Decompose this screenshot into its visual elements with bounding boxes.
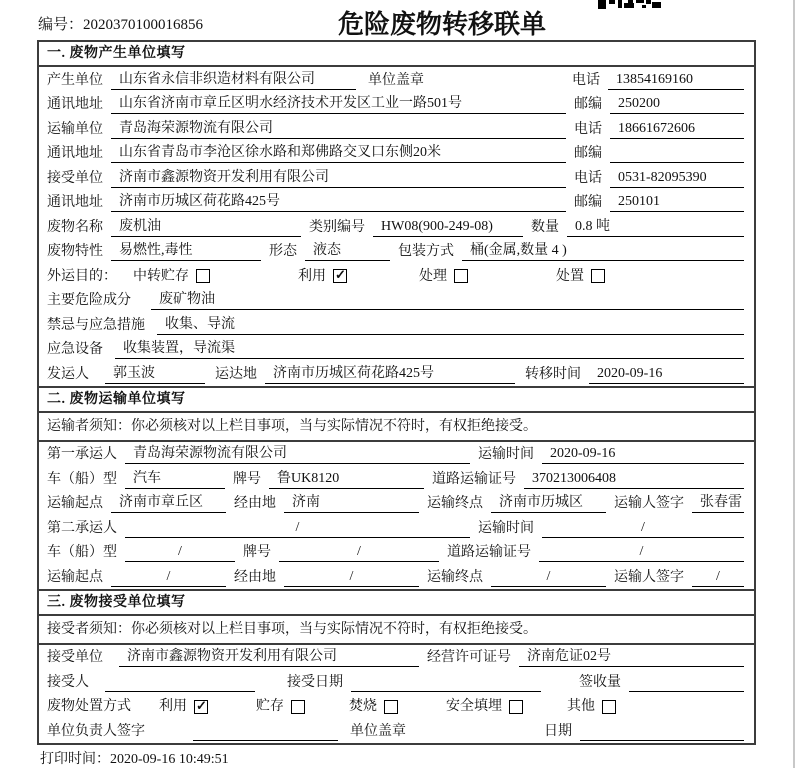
field-label: 废物名称 [47, 219, 103, 235]
spacer [303, 238, 309, 239]
field-value: / [692, 567, 744, 587]
field-value: 2020-09-16 [589, 364, 744, 384]
field-label: 第一承运人 [47, 447, 117, 462]
check-mark-icon: ✓ [335, 267, 346, 282]
section-3 [39, 589, 754, 743]
field-value: 济南 [284, 493, 419, 513]
field-value: 250200 [610, 94, 744, 114]
checkbox-box [454, 269, 468, 283]
field-label: 接受日期 [287, 674, 343, 690]
spacer [441, 563, 447, 564]
field-label: 签收量 [579, 674, 621, 690]
section-notice: 接受者须知：你必须核对以上栏目事项，当与实际情况不符时，有权拒绝接受。 [39, 616, 754, 645]
checkbox [567, 697, 616, 716]
checkbox [446, 697, 523, 716]
form-row [39, 67, 754, 92]
field-label: 电话 [574, 170, 602, 186]
field-value: 青岛海荣源物流有限公司 [125, 444, 470, 464]
field-value: 液态 [305, 241, 390, 261]
checkbox-box [509, 700, 523, 714]
field-label: 经营许可证号 [427, 650, 511, 665]
spacer [208, 717, 256, 718]
checkbox [556, 267, 605, 286]
field-label: 运输单位 [47, 121, 103, 137]
field-label: 数量 [531, 219, 559, 235]
checkbox [159, 697, 208, 716]
field-value [351, 691, 541, 692]
form-row [39, 491, 754, 516]
checkbox-box [602, 700, 616, 714]
checkbox-box [591, 269, 605, 283]
checkbox [419, 267, 468, 286]
field-label: 日期 [544, 723, 572, 739]
field-label: 产生单位 [47, 72, 103, 88]
field-label: 形态 [269, 244, 297, 259]
page-edge-line [793, 0, 795, 768]
field-value [610, 162, 744, 163]
spacer [421, 668, 427, 669]
check-mark-icon: ✓ [196, 697, 207, 713]
spacer [237, 563, 243, 564]
spacer [414, 742, 544, 743]
field-label: 废物处置方式 [47, 699, 131, 714]
spacer [227, 490, 233, 491]
field-value: 18661672606 [610, 119, 744, 139]
spacer [568, 140, 574, 141]
spacer [543, 693, 579, 694]
field-value: 济南市章丘区 [111, 493, 226, 513]
field-label: 电话 [574, 121, 602, 137]
field-label: 接受人 [47, 674, 89, 690]
checkbox [349, 697, 398, 716]
checkbox-label: 安全填埋 [446, 699, 502, 714]
field-value: 济南市鑫源物资开发利用有限公司 [111, 168, 566, 188]
form-row [39, 263, 754, 288]
form-row [39, 540, 754, 565]
form-row [39, 718, 754, 743]
spacer [340, 742, 350, 743]
field-value [580, 740, 744, 741]
serial-label: 编号： [38, 17, 84, 33]
field-label: 通讯地址 [47, 97, 103, 112]
spacer [111, 360, 115, 361]
field-value: 山东省永信非织造材料有限公司 [111, 70, 356, 90]
spacer [263, 262, 269, 263]
field-label: 禁忌与应急措施 [47, 317, 145, 333]
manifest-form [37, 40, 756, 745]
field-value [193, 740, 338, 741]
field-value: 青岛海荣源物流有限公司 [111, 119, 566, 139]
spacer [568, 115, 574, 116]
spacer [472, 465, 478, 466]
form-row [39, 442, 754, 467]
field-label: 通讯地址 [47, 146, 103, 161]
section-title: 一. 废物产生单位填写 [39, 42, 754, 67]
field-value: / [539, 542, 744, 562]
field-value: 废矿物油 [151, 290, 744, 310]
field-label: 接受单位 [47, 170, 103, 186]
spacer [207, 385, 215, 386]
field-value: / [284, 567, 419, 587]
spacer [568, 213, 574, 214]
field-label: 车（船）型 [47, 545, 117, 560]
field-label: 外运目的： [47, 268, 117, 284]
field-value: / [111, 567, 226, 587]
form-row [39, 645, 754, 670]
checkbox [256, 697, 305, 716]
spacer [257, 693, 287, 694]
field-label: 单位盖章 [368, 72, 424, 88]
field-label: 运输起点 [47, 569, 103, 585]
field-label: 运达地 [215, 366, 257, 382]
field-value: 0.8 吨 [567, 217, 744, 237]
field-label: 邮编 [574, 146, 602, 161]
field-label: 主要危险成分 [47, 293, 131, 308]
checkbox-checked-box [333, 269, 347, 283]
field-value: 0531-82095390 [610, 168, 744, 188]
spacer [153, 742, 193, 743]
spacer [228, 514, 234, 515]
field-value: / [125, 518, 470, 538]
field-label: 牌号 [243, 545, 271, 560]
print-time [40, 748, 229, 768]
form-row [39, 564, 754, 589]
field-value: 370213006408 [524, 469, 744, 489]
field-label: 第二承运人 [47, 520, 117, 536]
spacer [468, 287, 556, 288]
form-row [39, 141, 754, 166]
field-value: 济南市鑫源物资开发利用有限公司 [119, 647, 419, 667]
serial-value: 2020370100016856 [83, 17, 204, 33]
checkbox-label: 处置 [556, 268, 584, 284]
field-value: 13854169160 [608, 70, 744, 90]
spacer [517, 385, 525, 386]
field-label: 运输时间 [478, 520, 534, 536]
field-label: 运输时间 [478, 447, 534, 462]
form-row [39, 337, 754, 362]
field-value: 山东省青岛市李沧区徐水路和郑佛路交叉口东侧20米 [111, 143, 566, 163]
form-row [39, 312, 754, 337]
section-notice: 运输者须知：你必须核对以上栏目事项，当与实际情况不符时，有权拒绝接受。 [39, 413, 754, 442]
field-label: 单位负责人签字 [47, 723, 145, 739]
spacer [139, 717, 159, 718]
field-label: 运输终点 [427, 569, 483, 585]
spacer [358, 91, 368, 92]
spacer [347, 287, 419, 288]
field-value: 郭玉波 [105, 364, 205, 384]
field-label: 类别编号 [309, 219, 365, 235]
field-value [105, 691, 255, 692]
field-label: 包装方式 [398, 244, 454, 259]
page-header [0, 0, 796, 40]
field-value: / [491, 567, 606, 587]
qr-code-fragment [598, 0, 664, 10]
spacer [392, 262, 398, 263]
field-value: 汽车 [125, 469, 225, 489]
spacer [210, 287, 298, 288]
section-title: 三. 废物接受单位填写 [39, 591, 754, 616]
spacer [426, 490, 432, 491]
field-label: 单位盖章 [350, 723, 406, 739]
field-label: 道路运输证号 [432, 471, 516, 487]
section-title: 二. 废物运输单位填写 [39, 388, 754, 413]
spacer [421, 514, 427, 515]
field-label: 运输人签字 [614, 496, 684, 511]
field-value: / [279, 542, 439, 562]
checkbox-box [384, 700, 398, 714]
checkbox [133, 267, 210, 286]
checkbox-checked-box [194, 697, 208, 714]
checkbox-box [196, 269, 210, 283]
checkbox-label: 利用 [159, 699, 187, 714]
field-value: 收集、导流 [157, 315, 744, 335]
field-label: 车（船）型 [47, 471, 117, 487]
field-label: 运输终点 [427, 496, 483, 511]
spacer [125, 287, 133, 288]
form-row [39, 190, 754, 215]
field-value: 易燃性,毒性 [111, 241, 261, 261]
spacer [97, 385, 105, 386]
field-value: 桶(金属,数量 4 ) [462, 241, 744, 261]
field-label: 牌号 [233, 471, 261, 487]
field-label: 转移时间 [525, 366, 581, 382]
form-row [39, 669, 754, 694]
field-value: 济南市历城区荷花路425号 [111, 192, 566, 212]
checkbox-box [291, 700, 305, 714]
form-row [39, 116, 754, 141]
form-row [39, 694, 754, 719]
spacer [111, 668, 119, 669]
checkbox [298, 267, 347, 286]
spacer [568, 189, 574, 190]
spacer [153, 336, 157, 337]
checkbox-label: 其他 [567, 699, 595, 714]
field-value [629, 691, 744, 692]
spacer [421, 588, 427, 589]
field-label: 道路运输证号 [447, 545, 531, 560]
field-value: / [125, 542, 235, 562]
field-value: 废机油 [111, 217, 301, 237]
field-value: 济南市历城区荷花路425号 [265, 364, 515, 384]
checkbox-label: 处理 [419, 268, 447, 284]
field-label: 电话 [572, 72, 600, 88]
field-value: 250101 [610, 192, 744, 212]
print-time-value: 2020-09-16 10:49:51 [110, 752, 229, 767]
field-label: 应急设备 [47, 342, 103, 357]
form-row [39, 288, 754, 313]
spacer [432, 91, 572, 92]
form-row [39, 92, 754, 117]
checkbox-label: 焚烧 [349, 699, 377, 714]
spacer [139, 311, 151, 312]
field-value: / [542, 518, 744, 538]
field-value: 山东省济南市章丘区明水经济技术开发区工业一路501号 [111, 94, 566, 114]
field-label: 运输人签字 [614, 569, 684, 585]
form-row [39, 515, 754, 540]
field-label: 废物特性 [47, 244, 103, 259]
spacer [97, 693, 105, 694]
field-label: 邮编 [574, 97, 602, 112]
spacer [608, 588, 614, 589]
form-row [39, 239, 754, 264]
print-time-label: 打印时间： [40, 752, 110, 767]
field-value: 鲁UK8120 [269, 469, 424, 489]
field-label: 通讯地址 [47, 195, 103, 210]
spacer [472, 539, 478, 540]
field-label: 接受单位 [47, 650, 103, 665]
field-value: HW08(900-249-08) [373, 217, 523, 237]
field-label: 经由地 [234, 569, 276, 585]
section-1 [39, 42, 754, 386]
spacer [525, 238, 531, 239]
field-value: 济南市历城区 [491, 493, 606, 513]
checkbox-label: 贮存 [256, 699, 284, 714]
field-value: 张春雷 [692, 493, 744, 513]
form-row [39, 214, 754, 239]
spacer [305, 717, 349, 718]
spacer [398, 717, 446, 718]
form-row [39, 466, 754, 491]
form-row [39, 165, 754, 190]
spacer [228, 588, 234, 589]
checkbox-label: 中转贮存 [133, 268, 189, 284]
field-value: 济南危证02号 [519, 647, 744, 667]
checkbox-label: 利用 [298, 268, 326, 284]
field-label: 发运人 [47, 366, 89, 382]
spacer [608, 514, 614, 515]
field-label: 经由地 [234, 496, 276, 511]
page-title: 危险废物转移联单 [337, 10, 546, 39]
form-row [39, 361, 754, 386]
spacer [568, 164, 574, 165]
section-2 [39, 386, 754, 589]
field-label: 运输起点 [47, 496, 103, 511]
field-label: 邮编 [574, 195, 602, 210]
field-value: 2020-09-16 [542, 444, 744, 464]
spacer [523, 717, 567, 718]
field-value: 收集装置，导流渠 [115, 339, 744, 359]
